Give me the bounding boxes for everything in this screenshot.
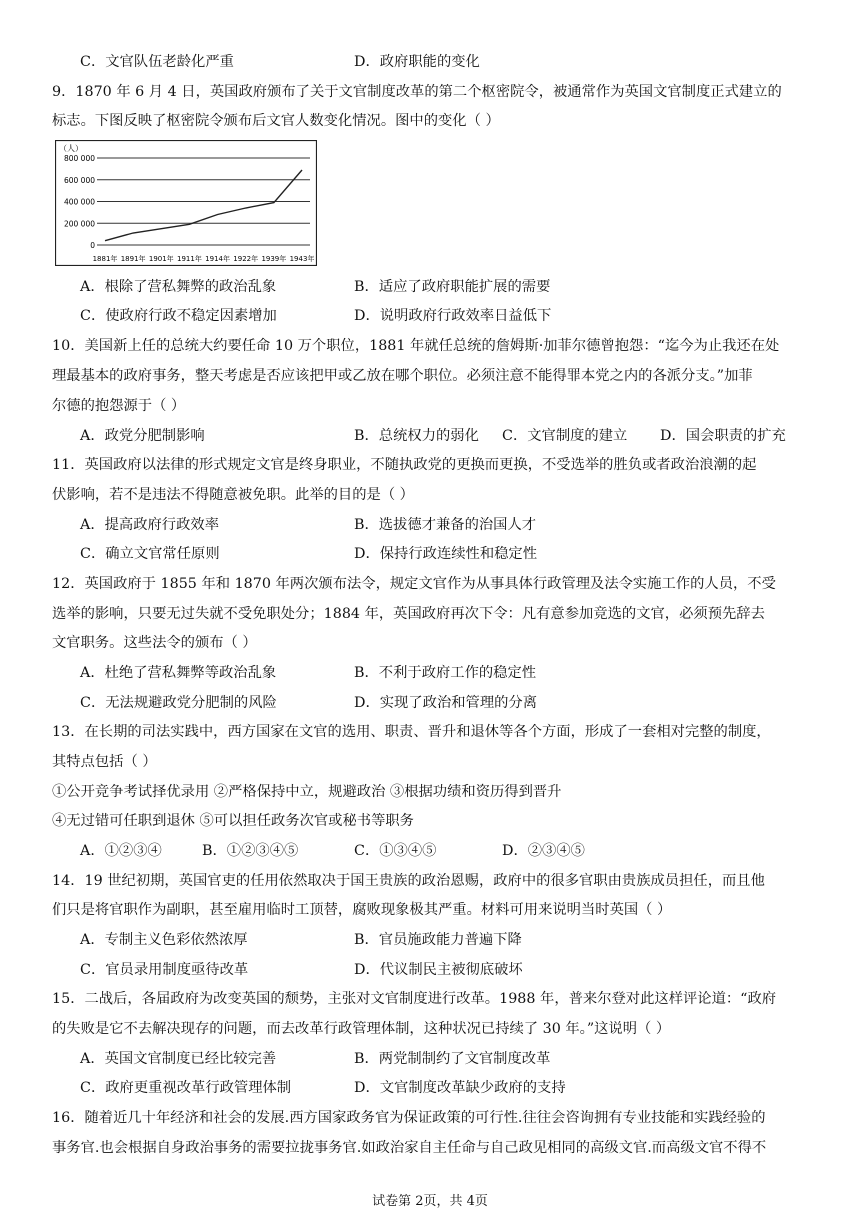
x-tick-label: 1922年: [233, 255, 259, 263]
q13-option-c[interactable]: C．①③④⑤: [354, 843, 437, 859]
q11-stem-line2: 伏影响，若不是违法不得随意被免职。此举的目的是（ ）: [52, 487, 414, 503]
q15-option-d[interactable]: D．文官制度改革缺少政府的支持: [354, 1080, 566, 1096]
x-tick-label: 1914年: [205, 255, 230, 263]
x-tick-label: 1911年: [177, 255, 202, 263]
q12-stem-line1: 12．英国政府于 1855 年和 1870 年两次颁布法令，规定文官作为从事具体行政管理及法令实施工作的人员，不受: [52, 576, 776, 592]
q15-stem-line2: 的失败是它不去解决现存的问题，而去改革行政管理体制，这种状况已持续了 30 年。”这说明（ ）: [52, 1021, 671, 1037]
q10-stem-line1: 10．美国新上任的总统大约要任命 10 万个职位，1881 年就任总统的詹姆斯·加菲尔德曾抱怨：“迄今为止我还在处: [52, 338, 780, 354]
q11-stem-line1: 11．英国政府以法律的形式规定文官是终身职业，不随执政党的更换而更换，不受选举的胜负或者政治浪潮的起: [52, 457, 757, 473]
y-tick-label: 200 000: [63, 219, 95, 229]
q14-stem-line1: 14．19 世纪初期，英国官吏的任用依然取决于国王贵族的政治恩赐，政府中的很多官职由贵族成员担任，而且他: [52, 873, 765, 889]
q10-option-b[interactable]: B．总统权力的弱化: [354, 428, 479, 444]
q12-stem-line2: 选举的影响，只要无过失就不受免职处分；1884 年，英国政府再次下令：凡有意参加竞选的文官，必须预先辞去: [52, 606, 765, 622]
q13-items-line2: ④无过错可任职到退休 ⑤可以担任政务次官或秘书等职务: [52, 813, 414, 829]
q13-items-line1: ①公开竞争考试择优录用 ②严格保持中立，规避政治 ③根据功绩和资历得到晋升: [52, 784, 562, 800]
q11-option-a[interactable]: A．提高政府行政效率: [80, 517, 219, 533]
q9-option-d[interactable]: D．说明政府行政效率日益低下: [354, 308, 552, 324]
q10-option-c[interactable]: C．文官制度的建立: [502, 428, 628, 444]
q16-stem-line1: 16．随着近几十年经济和社会的发展.西方国家政务官为保证政策的可行性.往往会咨询拥有专业技能和实践经验的: [52, 1110, 766, 1126]
staff-count-line-chart: [55, 140, 317, 266]
q11-option-d[interactable]: D．保持行政连续性和稳定性: [354, 546, 538, 562]
q9-option-c[interactable]: C．使政府行政不稳定因素增加: [80, 308, 277, 324]
x-tick-label: 1939年: [261, 255, 287, 263]
q12-option-c[interactable]: C．无法规避政党分肥制的风险: [80, 695, 277, 711]
q13-option-a[interactable]: A．①②③④: [80, 843, 162, 859]
q10-option-a[interactable]: A．政党分肥制影响: [80, 428, 205, 444]
q10-stem-line3: 尔德的抱怨源于（ ）: [52, 398, 186, 414]
q14-option-c[interactable]: C．官员录用制度亟待改革: [80, 962, 249, 978]
x-tick-label: 1943年: [289, 255, 315, 263]
q13-option-b[interactable]: B．①②③④⑤: [202, 843, 299, 859]
q15-option-a[interactable]: A．英国文官制度已经比较完善: [80, 1051, 277, 1067]
q8-option-c[interactable]: C．文官队伍老龄化严重: [80, 54, 234, 70]
q9-stem-line1: 9．1870 年 6 月 4 日，英国政府颁布了关于文官制度改革的第二个枢密院令，被通常作为英国文官制度正式建立的: [52, 84, 782, 100]
x-tick-label: 1891年: [120, 255, 146, 263]
q12-option-d[interactable]: D．实现了政治和管理的分离: [354, 695, 538, 711]
q8-option-d[interactable]: D．政府职能的变化: [354, 54, 480, 70]
q14-option-d[interactable]: D．代议制民主被彻底破坏: [354, 962, 523, 978]
q12-option-a[interactable]: A．杜绝了营私舞弊等政治乱象: [80, 665, 277, 681]
q9-option-b[interactable]: B．适应了政府职能扩展的需要: [354, 279, 551, 295]
q13-stem-line2: 其特点包括（ ）: [52, 754, 157, 770]
q10-stem-line2: 理最基本的政府事务，整天考虑是否应该把甲或乙放在哪个职位。必须注意不能得罪本党之内的各派分支。”加菲: [52, 368, 753, 384]
q15-option-b[interactable]: B．两党制制约了文官制度改革: [354, 1051, 551, 1067]
q11-option-b[interactable]: B．选拔德才兼备的治国人才: [354, 517, 537, 533]
q9-stem-line2: 标志。下图反映了枢密院令颁布后文官人数变化情况。图中的变化（ ）: [52, 113, 500, 129]
q16-stem-line2: 事务官.也会根据自身政治事务的需要拉拢事务官.如政治家自主任命与自己政见相同的高级文官.而高级文官不得不: [52, 1140, 767, 1156]
q12-option-b[interactable]: B．不利于政府工作的稳定性: [354, 665, 537, 681]
q10-option-d[interactable]: D．国会职责的扩充: [660, 428, 786, 444]
page-footer: 试卷第 2页，共 4页: [372, 1194, 488, 1209]
q14-option-b[interactable]: B．官员施政能力普遍下降: [354, 932, 522, 948]
q15-option-c[interactable]: C．政府更重视改革行政管理体制: [80, 1080, 292, 1096]
y-tick-label: 800 000: [63, 154, 95, 163]
x-tick-label: 1881年: [92, 255, 118, 263]
x-tick-label: 1901年: [148, 255, 174, 263]
q11-option-c[interactable]: C．确立文官常任原则: [80, 546, 220, 562]
y-tick-label: 400 000: [63, 197, 95, 207]
q15-stem-line1: 15．二战后，各届政府为改变英国的颓势，主张对文官制度进行改革。1988 年，普来尔登对此这样评论道：“政府: [52, 991, 777, 1007]
q14-stem-line2: 们只是将官职作为副职，甚至雇用临时工顶替，腐败现象极其严重。材料可用来说明当时英国（ ）: [52, 902, 672, 918]
q9-option-a[interactable]: A．根除了营私舞弊的政治乱象: [80, 279, 277, 295]
q13-option-d[interactable]: D．②③④⑤: [502, 843, 585, 859]
q14-option-a[interactable]: A．专制主义色彩依然浓厚: [80, 932, 248, 948]
y-tick-label: 600 000: [63, 175, 95, 185]
y-tick-label: 0: [90, 241, 95, 250]
q12-stem-line3: 文官职务。这些法令的颁布（ ）: [52, 635, 257, 651]
chart-ylabel: （人）: [59, 144, 83, 153]
q13-stem-line1: 13．在长期的司法实践中，西方国家在文官的选用、职责、晋升和退休等各个方面，形成了一套相对完整的制度，: [52, 724, 771, 740]
